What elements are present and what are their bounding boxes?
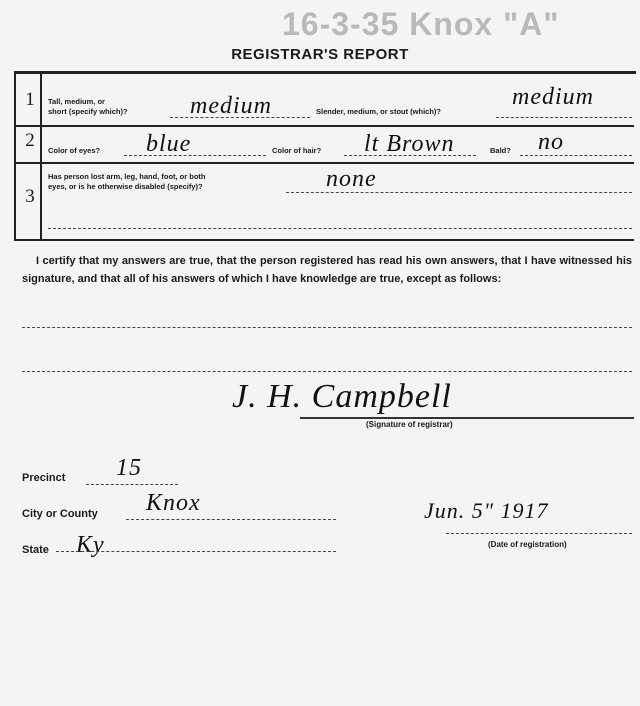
hair-color-line: [344, 155, 476, 156]
precinct-label: Precinct: [22, 472, 66, 484]
disability-line: [286, 192, 632, 193]
row-number-3: 3: [25, 186, 35, 207]
hair-color-label: Color of hair?: [272, 146, 322, 155]
height-value: medium: [190, 93, 272, 119]
state-value: Ky: [76, 532, 105, 558]
registration-date-value: Jun. 5" 1917: [424, 498, 549, 523]
precinct-value: 15: [116, 455, 142, 481]
row-number-1: 1: [25, 89, 35, 110]
exception-line-1: [22, 327, 632, 328]
state-label: State: [22, 544, 49, 556]
bald-line: [520, 155, 632, 156]
page-title: REGISTRAR'S REPORT: [231, 46, 409, 63]
number-column-rule: [40, 74, 42, 240]
build-label: Slender, medium, or stout (which)?: [316, 107, 442, 116]
precinct-line: [86, 484, 178, 485]
city-county-value: Knox: [146, 490, 201, 516]
row-divider-1: [14, 125, 634, 127]
registrar-signature: J. H. Campbell: [232, 378, 452, 415]
registration-date-caption: (Date of registration): [488, 540, 567, 549]
bald-label: Bald?: [490, 146, 511, 155]
eye-color-line: [124, 155, 266, 156]
hair-color-value: lt Brown: [364, 131, 455, 157]
row-divider-2: [14, 162, 634, 164]
row-number-2: 2: [25, 130, 35, 151]
build-line: [496, 117, 632, 118]
bald-value: no: [538, 129, 564, 155]
signature-caption: (Signature of registrar): [366, 420, 453, 429]
table-left-rule: [14, 74, 16, 240]
registration-date-line: [446, 533, 632, 534]
archive-stamp: 16-3-35 Knox "A": [282, 6, 560, 42]
disability-line-2: [48, 228, 632, 229]
city-county-label: City or County: [22, 508, 98, 520]
eye-color-value: blue: [146, 131, 192, 157]
disability-value: none: [326, 166, 377, 192]
certification-text: I certify that my answers are true, that the person registered has read his own answers, that I have witnessed his signature, and that all of his answers of which I have knowledge are true, except as follows:: [22, 255, 632, 285]
table-bottom-rule: [14, 239, 634, 241]
exception-line-2: [22, 371, 632, 372]
height-label: Tall, medium, or short (specify which)?: [48, 97, 128, 116]
height-line: [170, 117, 310, 118]
table-top-rule: [14, 71, 636, 74]
city-county-line: [126, 519, 336, 520]
build-value: medium: [512, 84, 594, 110]
disability-label: Has person lost arm, leg, hand, foot, or both eyes, or is he otherwise disabled (specify)?: [48, 172, 206, 191]
state-line: [56, 551, 336, 552]
signature-line: [300, 417, 634, 419]
eye-color-label: Color of eyes?: [48, 146, 101, 155]
